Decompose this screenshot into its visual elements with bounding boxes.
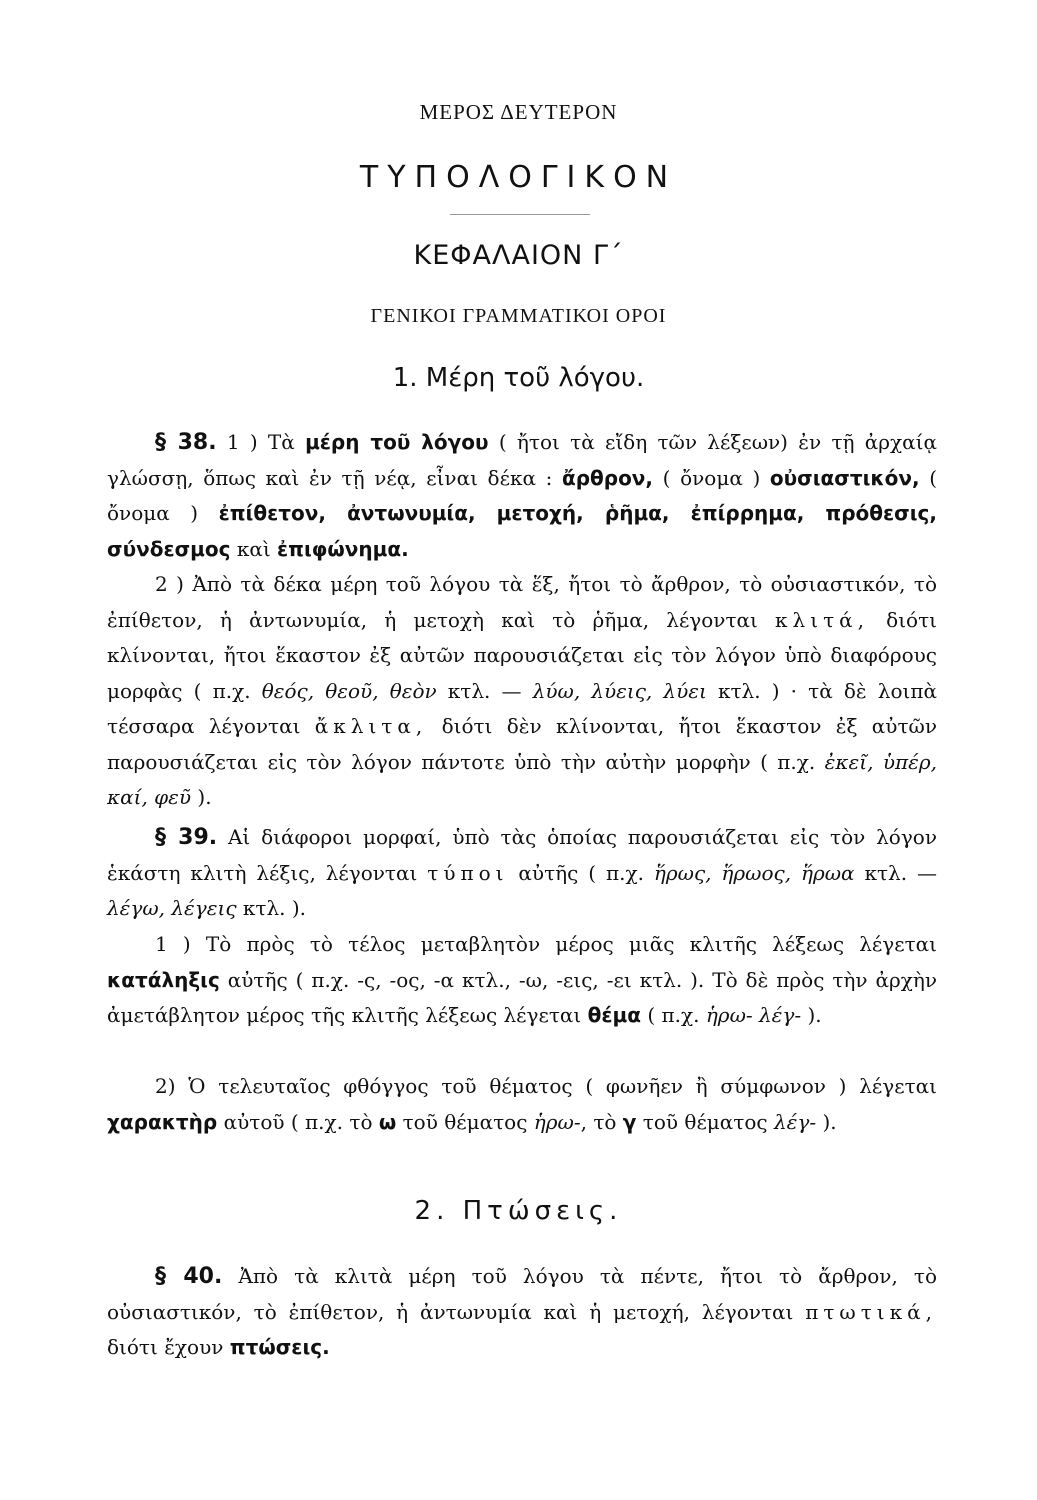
text: ( ὄνομα ) bbox=[653, 465, 770, 490]
text: ( π.χ. bbox=[640, 1003, 706, 1027]
bold-term: ἐπίθετον, ἀντωνυμία, μετοχή, ῥῆμα, ἐπίρρημα, πρόθεσις, σύνδεσμος bbox=[107, 501, 937, 561]
bold-term: μέρη τοῦ λόγου bbox=[305, 430, 489, 454]
section-number: § 38. bbox=[155, 430, 217, 455]
chapter-subtitle: ΓΕΝΙΚΟΙ ΓΡΑΜΜΑΤΙΚΟΙ ΟΡΟΙ bbox=[370, 305, 667, 327]
paragraph-38 bbox=[107, 425, 937, 567]
text: ). bbox=[816, 1109, 837, 1134]
section-number: § 39. bbox=[155, 825, 218, 850]
text: ). bbox=[801, 1003, 822, 1027]
text: , τὸ bbox=[580, 1109, 623, 1134]
divider-rule bbox=[450, 214, 590, 215]
bold-term: οὐσιαστικόν, bbox=[769, 465, 920, 490]
text: 1 ) Τὰ bbox=[216, 430, 306, 454]
book-title: ΤΥΠΟΛΟΓΙΚΟΝ bbox=[359, 160, 678, 195]
text: ). bbox=[191, 785, 212, 809]
text: 1 ) Τὸ πρὸς τὸ τέλος μεταβλητὸν μέρος μιᾶς κλιτῆς λέξεως λέγεται bbox=[155, 932, 937, 956]
spaced-term: πτωτικά, bbox=[805, 1299, 937, 1324]
text: τοῦ θέματος bbox=[636, 1109, 774, 1134]
italic-example: ἥρως, ἥρωος, ἥρωα bbox=[653, 860, 855, 885]
bold-term: γ bbox=[622, 1109, 637, 1134]
part-heading: ΜΕΡΟΣ ΔΕΥΤΕΡΟΝ bbox=[419, 100, 618, 124]
text: Ἀπὸ τὰ κλιτὰ μέρη τοῦ λόγου τὰ πέντε, ἤτοι τὸ ἄρθρον, τὸ οὐσιαστικόν, τὸ ἐπίθετον, ἡ ἀντωνυμία καὶ ἡ μετοχή, λέγονται bbox=[107, 1264, 937, 1324]
spaced-term: τύποι bbox=[427, 860, 509, 885]
text: 2) Ὁ τελευταῖος φθόγγος τοῦ θέματος ( φωνῆεν ἢ σύμφωνον ) λέγεται bbox=[155, 1074, 937, 1098]
paragraph-40 bbox=[107, 1259, 937, 1366]
bold-term: πτώσεις. bbox=[229, 1335, 330, 1359]
paragraph-39-2 bbox=[107, 1069, 937, 1140]
text: διότι κλίνονται, ἤτοι ἕκαστον ἐξ αὐτῶν παρουσιάζεται εἰς τὸν λόγον ὑπὸ διαφόρους μορφὰς ( π.χ. bbox=[107, 607, 938, 703]
text: ( ὄνομα ) bbox=[107, 465, 937, 525]
section-heading-2: 2. Πτώσεις. bbox=[414, 1196, 623, 1226]
text: κτλ. ) · τὰ δὲ λοιπὰ τέσσαρα λέγονται bbox=[107, 678, 937, 738]
italic-example: ἐκεῖ, ὑπέρ, καί, φεῦ bbox=[107, 749, 938, 809]
spaced-term: ἄκλιτα, bbox=[314, 714, 428, 738]
italic-example: λύω, λύεις, λύει bbox=[532, 678, 707, 703]
bold-term: κατάληξις bbox=[107, 967, 220, 992]
paragraph-39 bbox=[107, 820, 937, 927]
text: τοῦ θέματος bbox=[396, 1109, 534, 1134]
text: 2 ) Ἀπὸ τὰ δέκα μέρη τοῦ λόγου τὰ ἕξ, ἤτοι τὸ ἄρθρον, τὸ οὐσιαστικόν, τὸ ἐπίθετον, ἡ ἀντωνυμία, ἡ μετοχὴ καὶ τὸ ῥῆμα, λέγονται bbox=[107, 572, 937, 632]
text: Αἱ διάφοροι μορφαί, ὑπὸ τὰς ὁποίας παρουσιάζεται εἰς τὸν λόγον ἑκάστη κλιτὴ λέξις, λέγονται bbox=[107, 825, 937, 885]
text: ( ἤτοι τὰ εἴδη τῶν λέξεων) ἐν τῇ ἀρχαίᾳ γλώσσῃ, ὅπως καὶ ἐν τῇ νέᾳ, εἶναι δέκα : bbox=[107, 430, 938, 490]
bold-term: ἐπιφώνημα. bbox=[277, 536, 409, 561]
section-number: § 40. bbox=[155, 1264, 223, 1289]
chapter-heading: ΚΕΦΑΛΑΙΟΝ Γ΄ bbox=[413, 240, 624, 271]
text: καὶ bbox=[230, 536, 278, 561]
italic-example: ἡρω- bbox=[533, 1109, 581, 1134]
bold-term: ω bbox=[378, 1109, 397, 1134]
text: διότι δὲν κλίνονται, ἤτοι ἕκαστον ἐξ αὐτῶν παρουσιάζεται εἰς τὸν λόγον πάντοτε ὑπὸ τὴν αὐτὴν μορφὴν ( π.χ. bbox=[107, 714, 937, 774]
bold-term: θέμα bbox=[587, 1003, 641, 1027]
section-heading-1: 1. Μέρη τοῦ λόγου. bbox=[392, 363, 645, 393]
italic-example: θεός, θεοῦ, θεὸν bbox=[261, 678, 437, 703]
italic-example: ἡρω- λέγ- bbox=[705, 1003, 802, 1027]
text: αὐτῆς ( π.χ. -ς, -ος, -α κτλ., -ω, -εις, -ει κτλ. ). Τὸ δὲ πρὸς τὴν ἀρχὴν ἀμετάβλητον μέρος τῆς κλιτῆς λέξεως λέγεται bbox=[107, 967, 937, 1027]
spaced-term: κλιτά, bbox=[775, 607, 869, 632]
text: αὐτῆς ( π.χ. bbox=[508, 860, 654, 885]
italic-example: λέγ- bbox=[773, 1109, 817, 1134]
text: κτλ. — bbox=[436, 678, 533, 703]
text: κτλ. — bbox=[854, 860, 937, 885]
italic-example: λέγω, λέγεις bbox=[107, 896, 237, 920]
bold-term: χαρακτὴρ bbox=[107, 1109, 218, 1134]
text: αὐτοῦ ( π.χ. τὸ bbox=[217, 1109, 379, 1134]
paragraph-39-1 bbox=[107, 927, 937, 1034]
paragraph-38-2 bbox=[107, 567, 937, 816]
text: διότι ἔχουν bbox=[107, 1335, 230, 1359]
bold-term: ἄρθρον, bbox=[561, 465, 654, 490]
text: κτλ. ). bbox=[236, 896, 307, 920]
